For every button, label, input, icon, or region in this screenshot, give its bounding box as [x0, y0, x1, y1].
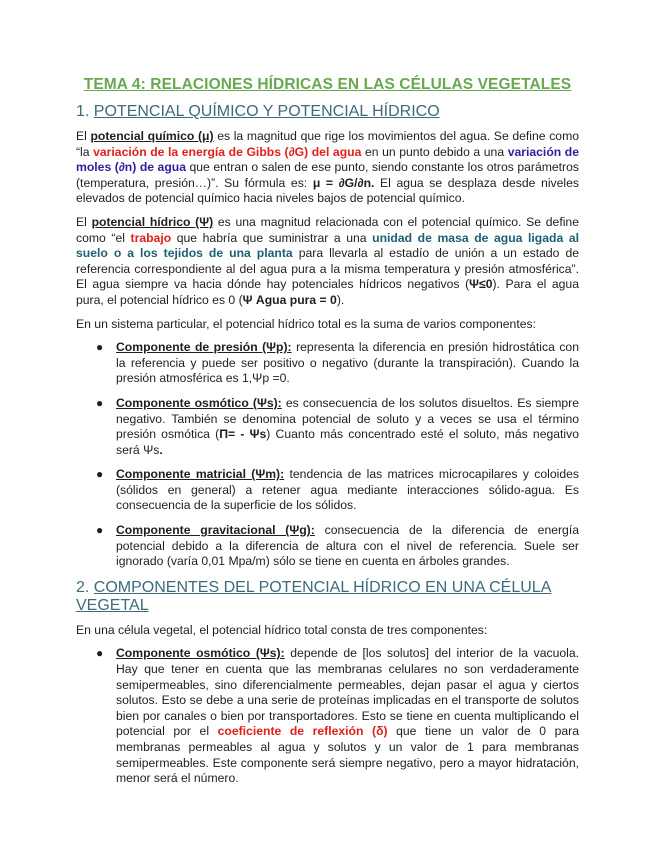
- item-label: Componente de presión (Ψp):: [116, 340, 292, 355]
- item-label: Componente matricial (Ψm):: [116, 467, 285, 482]
- section-2-number: 2.: [76, 578, 94, 596]
- text: ).: [336, 292, 345, 307]
- bullet-icon: ●: [96, 395, 104, 410]
- text: ). Para el agua pura, el potencial hídrico es 0 (: [76, 277, 579, 307]
- paragraph-tres-componentes: En una célula vegetal, el potencial hídrico total consta de tres componentes:: [76, 622, 488, 637]
- bullet-icon: ●: [96, 523, 104, 538]
- text: para llevarla al estadío de unión a un estado de referencia correspondiente al del agua pura a la misma temperatura y presión atmosférica”. El agua siempre va hacia dónde hay potenciales hídricos negativos (: [76, 246, 580, 292]
- text: que entran o salen de ese punto, siendo constante los otros parámetros (temperatura, presión…)”. Su fórmula es:: [76, 160, 579, 190]
- list-item: [76, 340, 579, 387]
- list-item: [76, 396, 579, 458]
- document-title: TEMA 4: RELACIONES HÍDRICAS EN LAS CÉLULAS VEGETALES: [83, 76, 572, 93]
- item-text: ) Cuanto más concentrado esté el soluto, más negativo será Ψs: [116, 427, 579, 457]
- highlight-trabajo: trabajo: [130, 230, 172, 245]
- text: El agua se desplaza desde niveles elevados de potencial químico hacia niveles bajos de potencial químico.: [76, 175, 579, 206]
- bullet-icon: ●: [96, 467, 104, 482]
- text: que habría que suministrar a una: [171, 230, 373, 245]
- highlight-moles: variación de moles (∂n) de agua: [76, 144, 579, 175]
- section-1-title: POTENCIAL QUÍMICO Y POTENCIAL HÍDRICO: [93, 103, 440, 120]
- formula: Ψ≤0: [469, 277, 493, 292]
- paragraph-suma-componentes: En un sistema particular, el potencial hídrico total es la suma de varios componentes:: [76, 316, 536, 331]
- cell-component-list: [76, 646, 579, 786]
- text: El: [76, 129, 91, 143]
- term-potencial-quimico: potencial químico (μ): [90, 129, 214, 143]
- term-potencial-hidrico: potencial hídrico (Ψ): [91, 214, 214, 229]
- item-label: Componente osmótico (Ψs):: [116, 646, 285, 661]
- highlight-coeficiente: coeficiente de reflexión (δ): [217, 724, 388, 739]
- bullet-icon: ●: [96, 646, 104, 661]
- item-text: consecuencia de la diferencia de energía potencial debido a la diferencia de altura con el nivel de referencia. Suele ser ignorado (varía 0,01 Mpa/m) sólo se tiene en cuenta en árboles grandes.: [116, 523, 579, 569]
- item-text: que tiene un valor de 0 para membranas permeables al agua y solutos y un valor de 1 para membranas semipermeables. Este componente será siempre negativo, pero a mayor hidratación, menor será el número.: [116, 724, 579, 786]
- item-text: es consecuencia de los solutos disueltos. Es siempre negativo. También se denomina potencial de soluto y a veces se usa el término presión osmótica (: [116, 395, 579, 442]
- item-label: Componente osmótico (Ψs):: [116, 395, 282, 410]
- formula: Π= - Ψs: [219, 427, 267, 442]
- section-2-heading: [76, 579, 579, 615]
- section-2-title: COMPONENTES DEL POTENCIAL HÍDRICO EN UNA CÉLULA VEGETAL: [76, 578, 552, 614]
- bullet-icon: ●: [96, 340, 104, 355]
- formula: Ψ Agua pura = 0: [242, 292, 337, 307]
- item-text: .: [159, 442, 163, 457]
- item-text: tendencia de las matrices microcapilares y coloides (sólidos en general) a retener agua mediante interacciones sólido-agua. Es consecuencia de la superficie de los sólidos.: [116, 467, 579, 513]
- item-text: depende de [los solutos] del interior de la vacuola. Hay que tener en cuenta que las membranas celulares no son verdaderamente semipermeables, sino diferencialmente permeables, dejan pasar el agua y ciertos solutos. Esto se debe a una serie de proteínas implicadas en el transporte de solutos bien por canales o bien por transportadores. Esto se tiene en cuenta multiplicando el potencial por el: [116, 646, 579, 739]
- list-item: [76, 523, 579, 570]
- section-1-heading: [76, 103, 579, 121]
- item-label: Componente gravitacional (Ψg):: [116, 523, 315, 538]
- formula: μ = ∂G/∂n.: [312, 175, 375, 190]
- component-list: [76, 340, 579, 570]
- list-item: [76, 646, 579, 786]
- text: en un punto debido a una: [361, 144, 508, 159]
- paragraph-potencial-quimico: [76, 129, 579, 207]
- highlight-unidad-masa: unidad de masa de agua ligada al suelo o a los tejidos de una planta: [76, 230, 579, 261]
- text: es una magnitud relacionada con el potencial químico. Se define como “el: [76, 214, 579, 245]
- text: es la magnitud que rige los movimientos del agua. Se define como “la: [76, 129, 579, 159]
- list-item: [76, 467, 579, 514]
- paragraph-potencial-hidrico: [76, 215, 579, 309]
- item-text: representa la diferencia en presión hidrostática con la referencia y puede ser positivo o negativo (durante la transpiración). Cuando la presión atmosférica es 1,Ψp =0.: [116, 340, 579, 386]
- highlight-gibbs: variación de la energía de Gibbs (∂G) del agua: [93, 144, 362, 159]
- section-1-number: 1.: [76, 103, 94, 120]
- text: El: [76, 214, 92, 229]
